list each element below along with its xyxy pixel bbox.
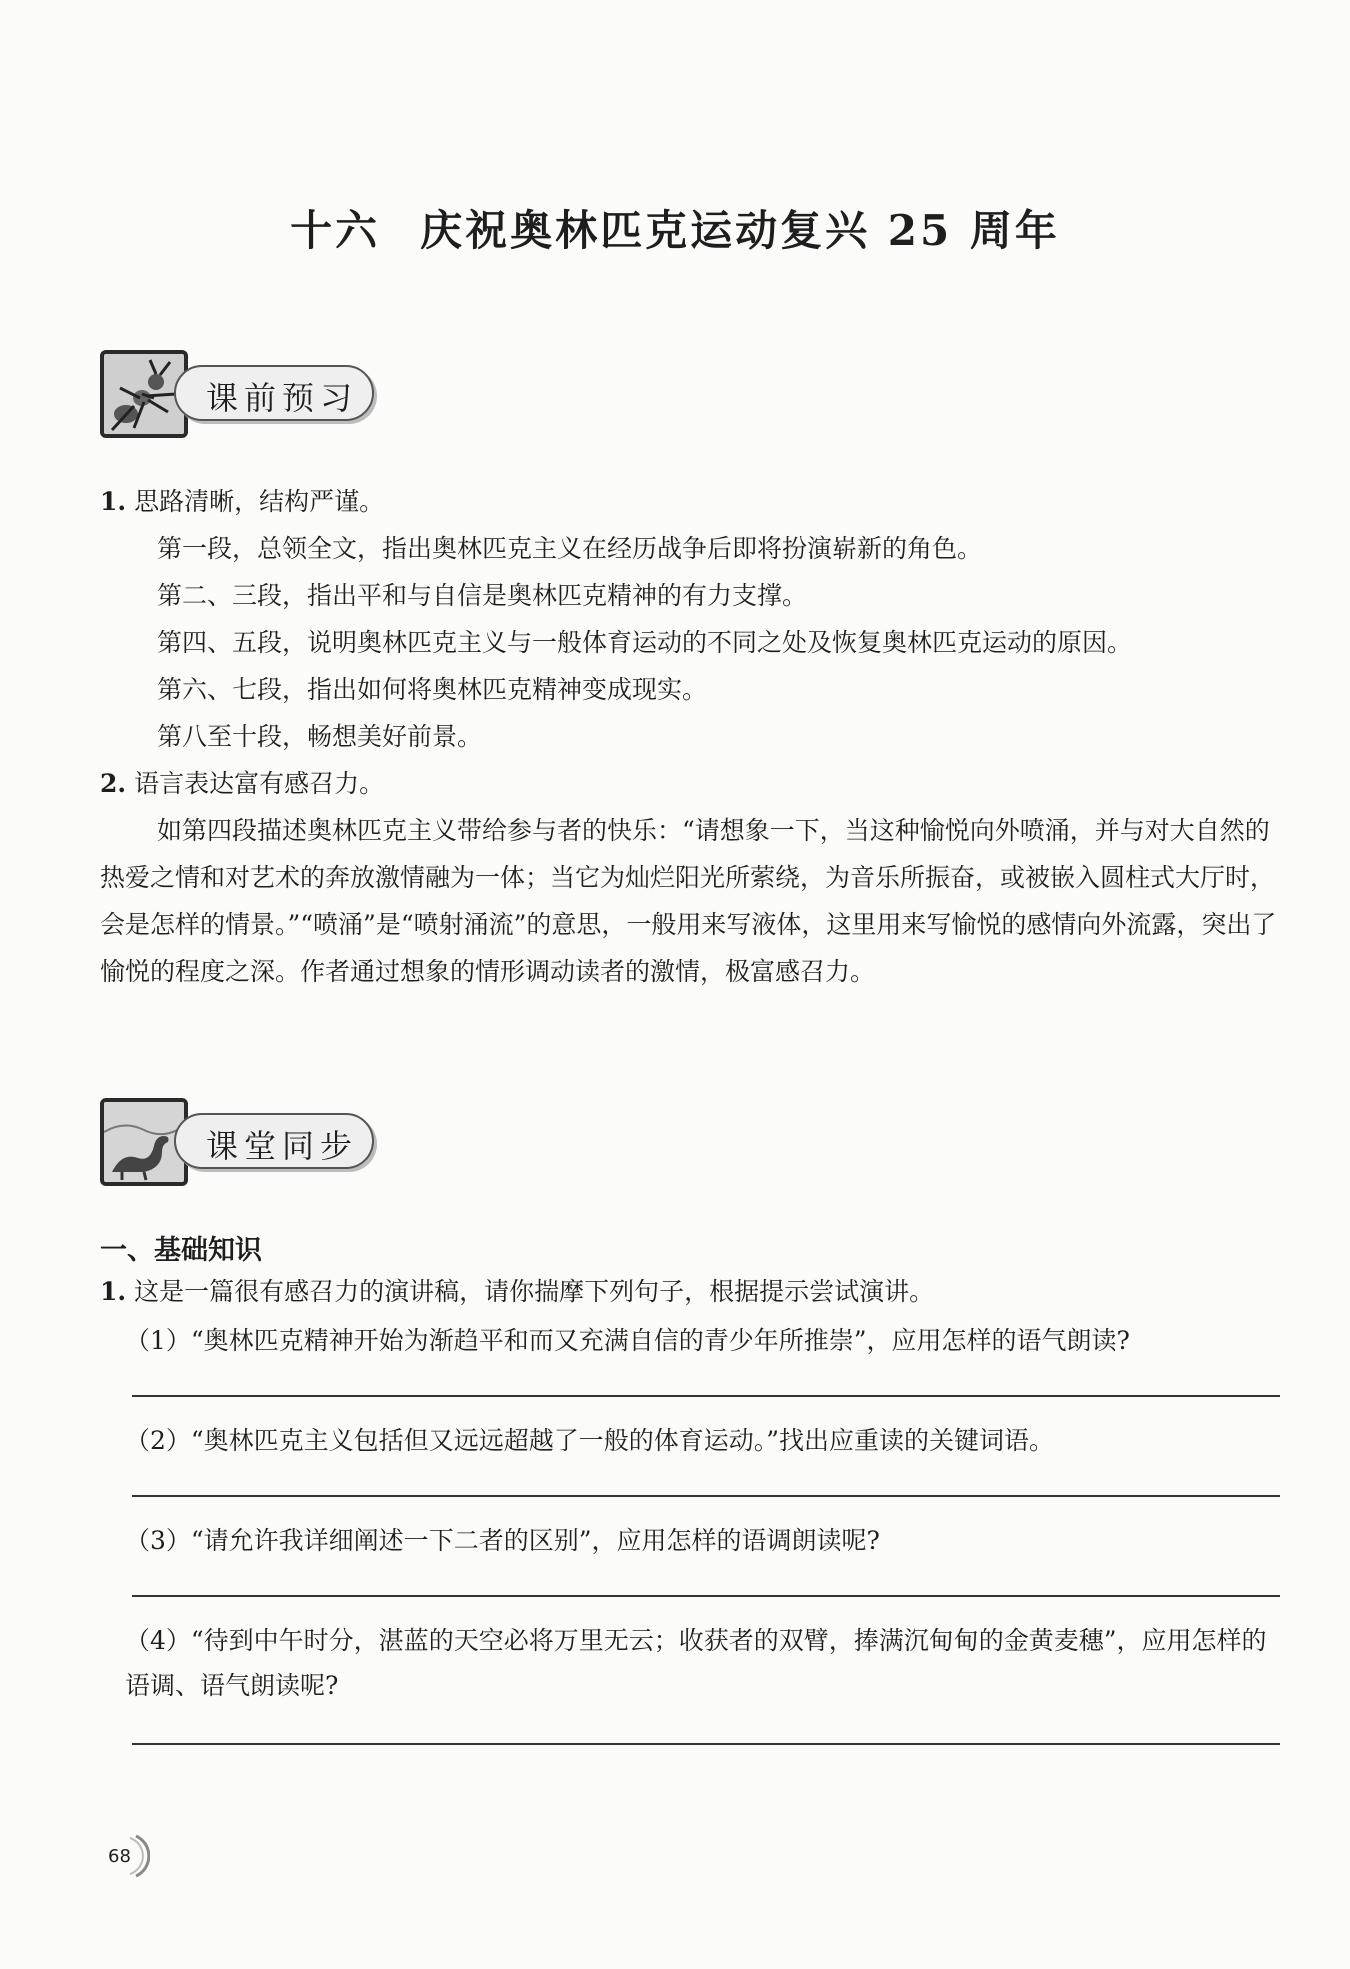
paragraph-summary: 第一段，总领全文，指出奥林匹克主义在经历战争后即将扮演崭新的角色。 <box>157 534 983 563</box>
classroom-banner <box>100 1093 390 1193</box>
paragraph-summary: 第六、七段，指出如何将奥林匹克精神变成现实。 <box>157 675 708 704</box>
question-number: 1. <box>100 1277 127 1306</box>
paragraph-summary: 第四、五段，说明奥林匹克主义与一般体育运动的不同之处及恢复奥林匹克运动的原因。 <box>157 628 1133 657</box>
answer-line[interactable] <box>132 1495 1280 1497</box>
section-heading: 一、基础知识 <box>100 1235 262 1266</box>
answer-line[interactable] <box>132 1395 1280 1397</box>
sub-question-1: （1）“奥林匹克精神开始为渐趋平和而又充满自信的青少年所推崇”，应用怎样的语气朗读? <box>125 1326 1130 1355</box>
preview-point-2 <box>100 760 1280 807</box>
point-text: 思路清晰，结构严谨。 <box>134 487 385 516</box>
question-text: 这是一篇很有感召力的演讲稿，请你揣摩下列句子，根据提示尝试演讲。 <box>134 1277 935 1306</box>
classroom-label-pill <box>174 1113 374 1169</box>
paragraph-summary: 第八至十段，畅想美好前景。 <box>157 722 483 751</box>
preview-banner <box>100 345 390 445</box>
lesson-title: 庆祝奥林匹克运动复兴 25 周年 <box>420 206 1060 255</box>
structure-paragraphs <box>100 525 1280 760</box>
answer-line[interactable] <box>132 1595 1280 1597</box>
preview-banner-label: 课前预习 <box>206 379 359 417</box>
answer-line[interactable] <box>132 1743 1280 1745</box>
preview-point-1 <box>100 478 1280 525</box>
page-title <box>0 198 1350 258</box>
page-number <box>100 1832 150 1880</box>
sub-question-2: （2）“奥林匹克主义包括但又远远超越了一般的体育运动。”找出应重读的关键词语。 <box>125 1426 1054 1455</box>
page-number-text: 68 <box>108 1846 131 1867</box>
point-number: 2. <box>100 769 127 798</box>
lesson-number: 十六 <box>290 206 381 255</box>
question-1 <box>100 1268 1280 1315</box>
point-text: 语言表达富有感召力。 <box>134 769 385 798</box>
sub-question-3: （3）“请允许我详细阐述一下二者的区别”，应用怎样的语调朗读呢? <box>125 1526 880 1555</box>
preview-label-pill <box>174 365 374 421</box>
sub-question-4: （4）“待到中午时分，湛蓝的天空必将万里无云；收获者的双臂，捧满沉甸甸的金黄麦穗”，应用怎样的语调、语气朗读呢? <box>125 1626 1267 1700</box>
classroom-banner-label: 课堂同步 <box>206 1127 359 1165</box>
point-number: 1. <box>100 487 127 516</box>
paragraph-summary: 第二、三段，指出平和与自信是奥林匹克精神的有力支撑。 <box>157 581 808 610</box>
example-paragraph: 如第四段描述奥林匹克主义带给参与者的快乐：“请想象一下，当这种愉悦向外喷涌，并与对大自然的热爱之情和对艺术的奔放激情融为一体；当它为灿烂阳光所萦绕，为音乐所振奋，或被嵌入圆柱式大厅时，会是怎样的情景。”“喷涌”是“喷射涌流”的意思，一般用来写液体，这里用来写愉悦的感情向外流露，突出了愉悦的程度之深。作者通过想象的情形调动读者的激情，极富感召力。 <box>100 816 1277 986</box>
